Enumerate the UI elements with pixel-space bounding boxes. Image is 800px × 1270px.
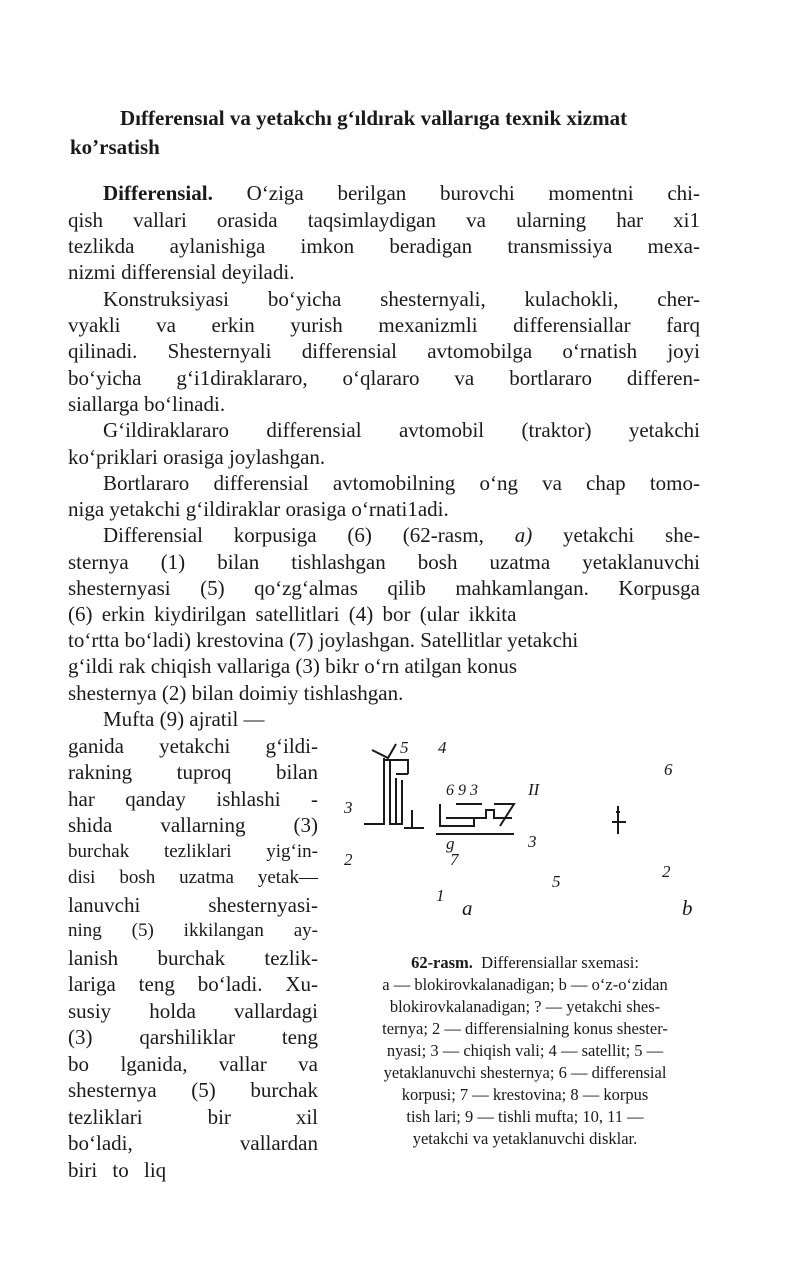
para5-line-5: to‘rtta bo‘ladi) krestovina (7) joylashgan. Satellitlar yetakchi	[68, 628, 579, 652]
label-3-left: 3	[344, 798, 353, 817]
label-2-right: 2	[662, 862, 671, 881]
para3-line-2: ko‘priklari orasiga joylashgan.	[68, 445, 326, 469]
schematic-stroke	[446, 810, 512, 818]
label-9: g	[446, 834, 455, 853]
column-line: burchak tezliklari yig‘in-	[68, 840, 318, 862]
para5-line-2: sternya (1) bilan tishlashgan bosh uzatma yetaklanuvchi	[68, 550, 700, 574]
differential-schematic	[336, 730, 716, 945]
para2-line-1: Konstruksiyasi bo‘yicha shesternyali, kulachokli, cher-	[103, 287, 700, 311]
column-line: biri to liq	[68, 1157, 167, 1182]
para2-line-5: siallarga bo‘linadi.	[68, 392, 226, 416]
para1-line-3: tezlikda aylanishiga imkon beradigan transmissiya mexa-	[68, 234, 700, 258]
para4-line-2: niga yetakchi g‘ildiraklar orasiga o‘rnati1adi.	[68, 497, 449, 521]
caption-line: yetakchi va yetaklanuvchi disklar.	[412, 1129, 638, 1148]
label-6-9-3: 6 9 3	[446, 782, 478, 799]
label-5-lower: 5	[552, 872, 561, 891]
para5-line-6: g‘ildi rak chiqish vallariga (3) bikr o‘rn atilgan konus	[68, 654, 518, 678]
caption-line: ternya; 2 — differensialning konus shester-	[382, 1019, 668, 1038]
para1-text: O‘ziga berilgan burovchi momentni chi-	[246, 181, 700, 205]
schematic-stroke	[494, 804, 514, 826]
caption-line-1	[340, 952, 710, 974]
column-line: shida vallarning (3)	[68, 813, 318, 837]
para2-line-2: vyakli va erkin yurish mexanizmli differensiallar farq	[68, 313, 700, 337]
label-4: 4	[438, 738, 447, 757]
label-1: 1	[436, 886, 445, 905]
para5-line-1	[68, 522, 700, 548]
label-6: 6	[664, 760, 673, 779]
column-line: har qanday ishlashi -	[68, 786, 318, 811]
column-line: Mufta (9) ajratil —	[103, 707, 265, 731]
column-line: ganida yetakchi g‘ildi-	[68, 733, 318, 758]
column-line: lanish burchak tezlik-	[68, 945, 318, 970]
schematic-stroke	[404, 810, 424, 828]
para5-line-7: shesternya (2) bilan doimiy tishlashgan.	[68, 681, 404, 705]
para2-line-3: qilinadi. Shesternyali differensial avtomobilga o‘rnatish joyi	[68, 339, 700, 363]
schematic-stroke	[384, 758, 390, 825]
narrow-column	[68, 706, 318, 1183]
caption-line: korpusi; 7 — krestovina; 8 — korpus	[401, 1085, 649, 1104]
para1-lead: Differensial.	[103, 181, 213, 205]
para5-line-4: (6) erkin kiydirilgan satellitlari (4) bor (ular ikkita	[68, 602, 517, 626]
figure-caption	[340, 952, 710, 1150]
schematic-stroke	[396, 774, 408, 825]
label-7: 7	[450, 850, 459, 869]
column-line: ning (5) ikkilangan ay-	[68, 920, 318, 941]
column-line: lanuvchi shesternyasi-	[68, 892, 318, 917]
schematic-stroke	[372, 744, 396, 758]
para3-line-1: G‘ildiraklararo differensial avtomobil (traktor) yetakchi	[103, 418, 700, 442]
title-line-2: ko’rsatish	[70, 135, 160, 159]
label-II: II	[528, 780, 540, 799]
column-line: bo lganida, vallar va	[68, 1051, 318, 1076]
caption-heading-text: Differensiallar sxemasi:	[481, 953, 639, 972]
column-line: tezliklari bir xil	[68, 1104, 318, 1129]
caption-figure-number: 62-rasm.	[411, 953, 473, 972]
column-line: susiy holda vallardagi	[68, 998, 318, 1023]
caption-line: blokirovkalanadigan; ? — yetakchi shes-	[389, 997, 661, 1016]
caption-line: yetaklanuvchi shesternya; 6 — differensial	[383, 1063, 667, 1082]
column-line: rakning tuproq bilan	[68, 760, 318, 784]
caption-line: a — blokirovkalanadigan; b — o‘z-o‘zidan	[382, 975, 668, 994]
para1-line-4: nizmi differensial deyiladi.	[68, 260, 295, 284]
schematic-stroke	[612, 806, 626, 834]
figure-62-diagram	[336, 730, 716, 945]
schematic-stroke	[440, 804, 474, 826]
column-line: lariga teng bo‘ladi. Xu-	[68, 972, 318, 996]
para5-line-3: shesternyasi (5) qo‘zg‘almas qilib mahkamlangan. Korpusga	[68, 576, 700, 600]
column-line: shesternya (5) burchak	[68, 1078, 318, 1102]
label-b: b	[682, 896, 693, 920]
para1-line-2: qish vallari orasida taqsimlaydigan va ularning har xi1	[68, 208, 700, 232]
label-a: a	[462, 896, 473, 920]
label-5: 5	[400, 738, 409, 757]
title-line-1: Dıfferensıal va yetakchı g‘ıldırak vallarıga texnik xizmat	[120, 106, 628, 130]
caption-line: nyasi; 3 — chiqish vali; 4 — satellit; 5 —	[386, 1041, 664, 1060]
para1-line-1	[68, 180, 700, 206]
schematic-stroke	[384, 760, 408, 774]
para4-line-1: Bortlararo differensial avtomobilning o‘ng va chap tomo-	[103, 471, 700, 495]
para5-text-c: yetakchi she-	[563, 523, 701, 547]
column-line: disi bosh uzatma yetak—	[68, 867, 318, 888]
column-line: (3) qarshiliklar teng	[68, 1025, 318, 1049]
section-title	[70, 104, 725, 162]
para5-ref-a: a)	[514, 523, 533, 547]
para5-text-a: Differensial korpusiga (6) (62-rasm,	[103, 523, 484, 547]
column-line: bo‘ladi, vallardan	[68, 1131, 318, 1155]
label-2-left: 2	[344, 850, 353, 869]
label-3-right: 3	[528, 832, 537, 851]
para2-line-4: bo‘yicha g‘i1diraklararo, o‘qlararo va bortlararo differen-	[68, 366, 700, 390]
caption-line: tish lari; 9 — tishli mufta; 10, 11 —	[406, 1107, 644, 1126]
